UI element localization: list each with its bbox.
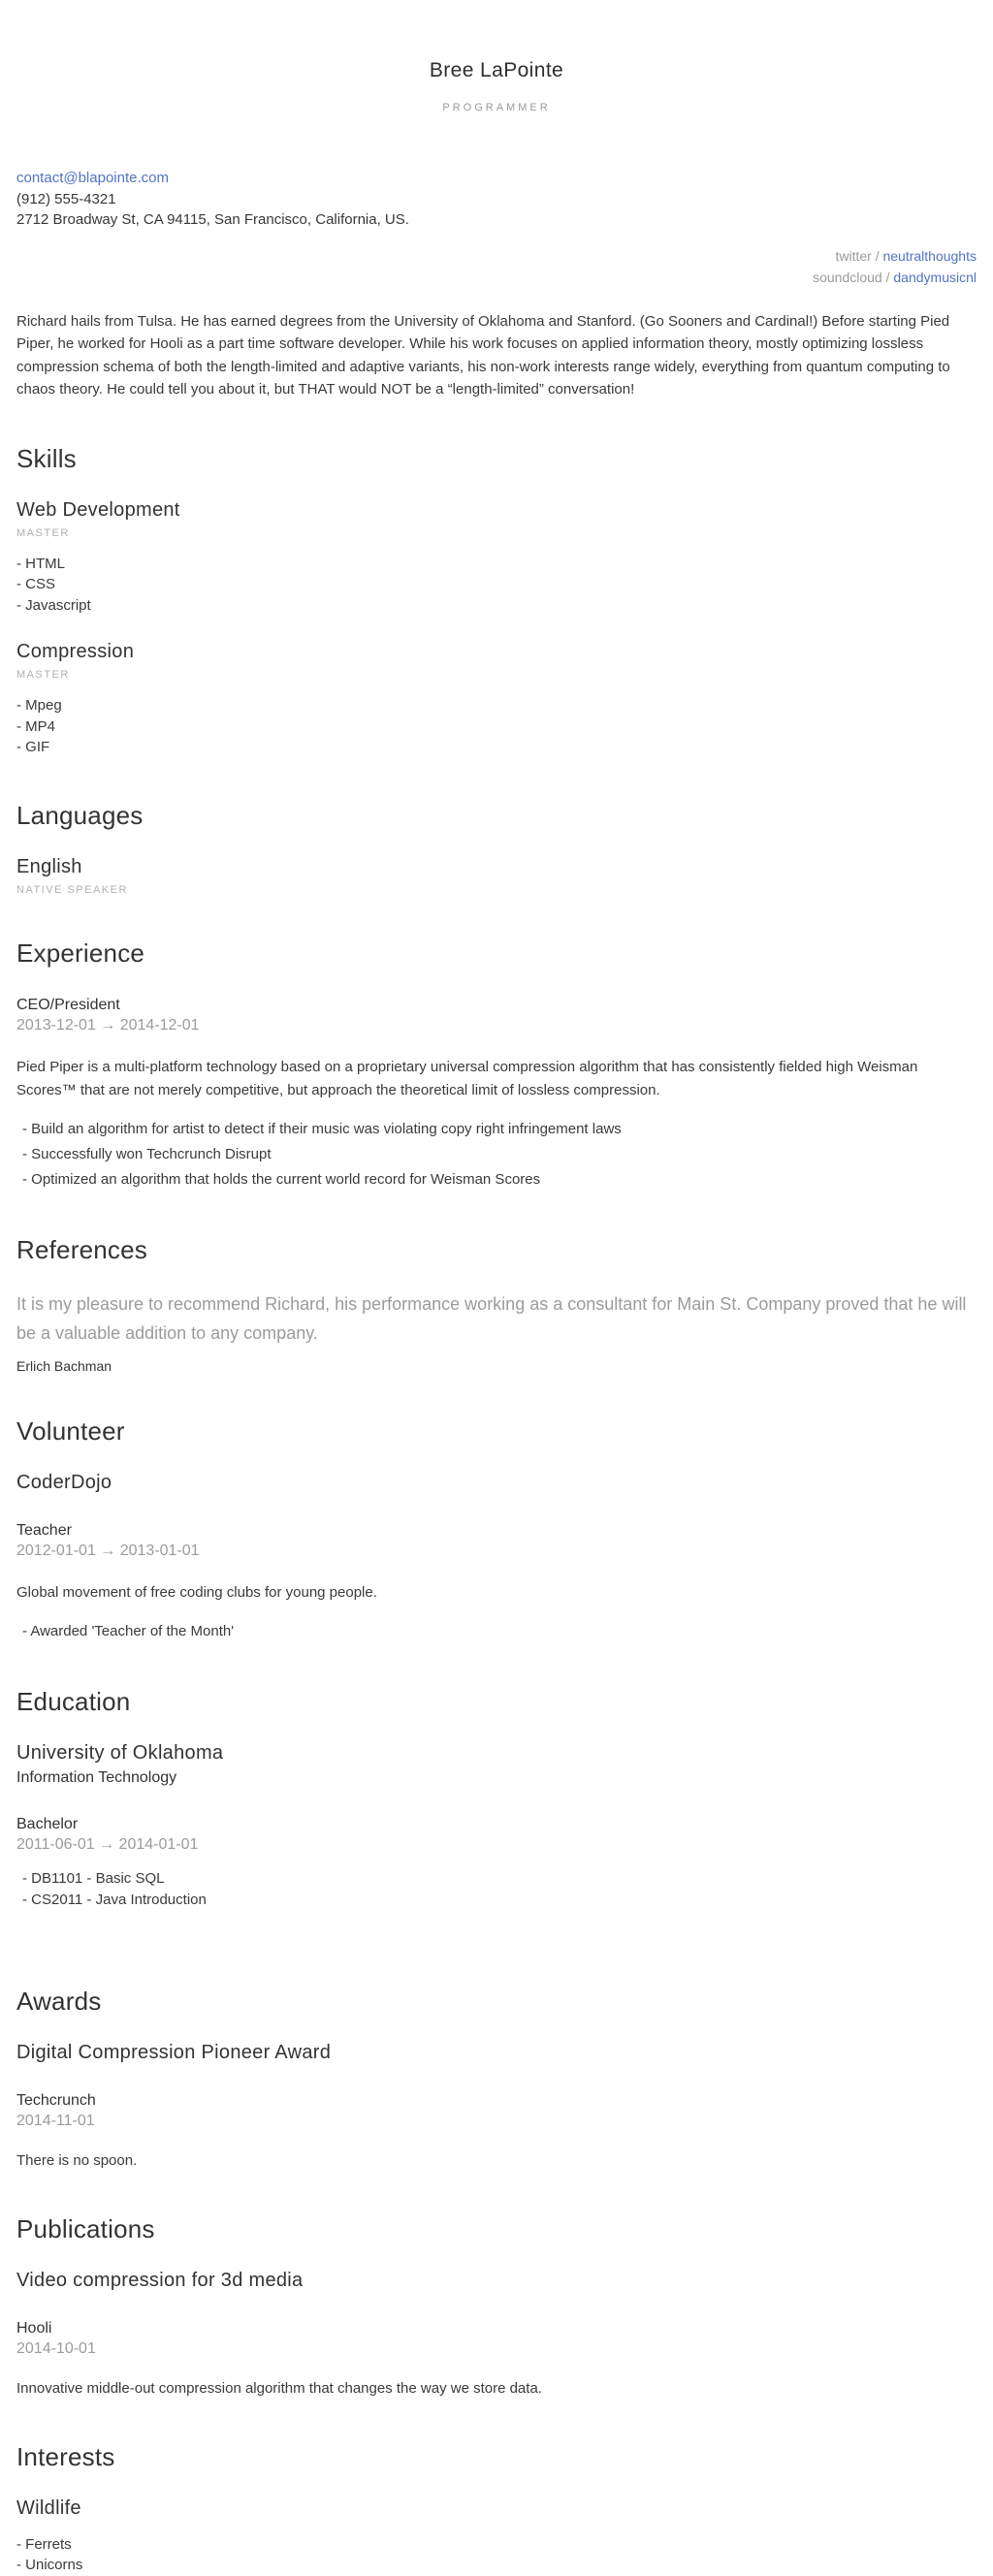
skill-name: Web Development (16, 498, 180, 521)
contact-block (16, 168, 977, 231)
language-fluency: NATIVE SPEAKER (16, 883, 128, 896)
section-publications (16, 2214, 977, 2400)
experience-heading: Experience (16, 938, 145, 968)
work-position: CEO/President (16, 996, 120, 1013)
keyword: - Mpeg (16, 695, 977, 716)
publication-name: Video compression for 3d media (16, 2269, 304, 2291)
email-row (16, 168, 977, 189)
publication-entry (16, 2318, 977, 2400)
work-dates: 2013-12-01 → 2014-12-01 (16, 1016, 200, 1034)
section-skills (16, 444, 977, 758)
award-date: 2014-11-01 (16, 2112, 95, 2129)
language-item (16, 856, 977, 896)
work-summary: Pied Piper is a multi-platform technology based on a proprietary universal compression algorithm that has consistently fielded high Weisman Scores™ that are not merely competitive, but approach the theoretical limit of lossless compression. (16, 1058, 918, 1098)
person-name: Bree LaPointe (429, 59, 564, 81)
award-title: Digital Compression Pioneer Award (16, 2041, 332, 2063)
skill-level: MASTER (16, 526, 70, 539)
highlight: - Build an algorithm for artist to detect if their music was violating copy right infringement laws (22, 1117, 977, 1142)
skills-heading: Skills (16, 443, 77, 473)
section-awards (16, 1987, 977, 2172)
education-area: Information Technology (16, 1768, 177, 1786)
reference-quote: It is my pleasure to recommend Richard, his performance working as a consultant for Main St. Company proved that he will be a valuable addition to any company. (16, 1293, 967, 1343)
skill-keywords (16, 695, 977, 758)
language-name: English (16, 855, 82, 877)
skill-item (16, 499, 977, 617)
volunteer-summary: Global movement of free coding clubs for young people. (16, 1583, 377, 1601)
address: 2712 Broadway St, CA 94115, San Francisco, California, US. (16, 211, 409, 228)
highlight: - Awarded 'Teacher of the Month' (22, 1619, 977, 1644)
interest-name: Wildlife (16, 2496, 81, 2519)
interests-heading: Interests (16, 2441, 115, 2471)
volunteer-entry (16, 1520, 977, 1644)
twitter-profile-link[interactable]: neutralthoughts (882, 247, 977, 264)
highlight: - Successfully won Techcrunch Disrupt (22, 1142, 977, 1167)
volunteer-dates: 2012-01-01 → 2013-01-01 (16, 1542, 200, 1559)
volunteer-heading: Volunteer (16, 1415, 125, 1446)
education-heading: Education (16, 1686, 131, 1716)
award-entry (16, 2090, 977, 2172)
profile-separator: / (885, 269, 890, 285)
profiles-block (16, 245, 977, 288)
section-languages (16, 801, 977, 896)
skill-keywords (16, 554, 977, 617)
publication-date: 2014-10-01 (16, 2339, 96, 2357)
education-study-type: Bachelor (16, 1815, 79, 1832)
publication-summary: Innovative middle-out compression algorithm that changes the way we store data. (16, 2379, 542, 2397)
highlight: - Optimized an algorithm that holds the current world record for Weisman Scores (22, 1167, 977, 1193)
about-summary: Richard hails from Tulsa. He has earned degrees from the University of Oklahoma and Stanford. (Go Sooners and Cardinal!) Before starting Pied Piper, he worked for Hooli as a part time software developer. While his work focuses on applied information theory, mostly optimizing lossless compression schema of both the length-limited and adaptive variants, his non-work interests range widely, everything from quantum computing to chaos theory. He could tell you about it, but THAT would NOT be a “length-limited” conversation! (16, 312, 950, 398)
languages-heading: Languages (16, 800, 144, 830)
keyword: - MP4 (16, 716, 977, 738)
keyword: - GIF (16, 737, 977, 758)
publication-publisher: Hooli (16, 2319, 52, 2337)
keyword: - CSS (16, 574, 977, 595)
references-heading: References (16, 1234, 147, 1264)
interest-keywords (16, 2534, 977, 2576)
award-awarder: Techcrunch (16, 2091, 96, 2109)
volunteer-highlights (16, 1619, 977, 1644)
email-link[interactable]: contact@blapointe.com (16, 170, 169, 186)
awards-heading: Awards (16, 1986, 102, 2016)
award-summary: There is no spoon. (16, 2151, 138, 2169)
skill-level: MASTER (16, 669, 70, 681)
section-interests (16, 2442, 977, 2576)
keyword: - Javascript (16, 595, 977, 617)
work-highlights (16, 1117, 977, 1193)
profile-twitter (16, 245, 977, 267)
reference-name: Erlich Bachman (16, 1357, 112, 1374)
profile-network-label: twitter (835, 247, 872, 264)
volunteer-position: Teacher (16, 1521, 72, 1539)
phone: (912) 555-4321 (16, 190, 116, 207)
section-references (16, 1235, 977, 1374)
profile-soundcloud (16, 267, 977, 288)
section-education (16, 1687, 977, 1911)
course: - CS2011 - Java Introduction (22, 1890, 977, 1911)
soundcloud-profile-link[interactable]: dandymusicnl (893, 269, 977, 285)
section-experience (16, 938, 977, 1193)
skill-name: Compression (16, 641, 135, 662)
education-entry (16, 1814, 977, 1911)
publications-heading: Publications (16, 2213, 155, 2243)
keyword: - Ferrets (16, 2534, 977, 2556)
keyword: - Unicorns (16, 2555, 977, 2576)
education-dates: 2011-06-01 → 2014-01-01 (16, 1835, 199, 1853)
profile-network-label: soundcloud (813, 269, 882, 285)
course: - DB1101 - Basic SQL (22, 1868, 977, 1890)
section-volunteer (16, 1416, 977, 1644)
keyword: - HTML (16, 554, 977, 575)
education-institution: University of Oklahoma (16, 1741, 224, 1764)
education-courses (16, 1868, 977, 1911)
profile-separator: / (875, 247, 880, 264)
skill-item (16, 641, 977, 758)
volunteer-organization: CoderDojo (16, 1471, 112, 1493)
work-entry (16, 995, 977, 1193)
person-label: PROGRAMMER (442, 102, 551, 113)
